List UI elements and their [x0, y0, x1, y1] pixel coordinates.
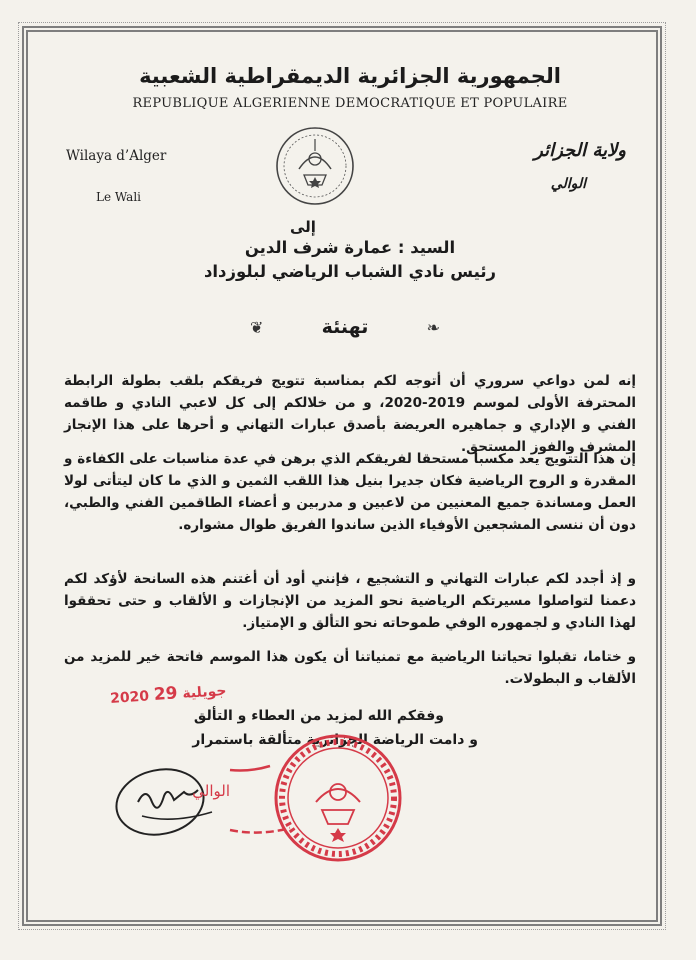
closing-line-1: وفقكم الله لمزيد من العطاء و التألق — [193, 708, 444, 724]
national-emblem-icon — [274, 125, 356, 207]
date-year: 2020 — [109, 688, 150, 708]
addressee-name: السيد : عمارة شرف الدين — [244, 238, 456, 257]
date-day: 29 — [153, 683, 179, 705]
closing-line-2: و دامت الرياضة الجزائرية متألقة باستمرار — [192, 732, 478, 748]
body-paragraph-3: و إذ أجدد لكم عبارات التهاني و التشجيع ، فإنني أود أن أغتنم هذه السانحة لأؤكد لكم دعمنا لتواصلوا مسيرتكم الرياضية نحو المزيد من الإنجازات و الألقاب و حتى تحققوا لهذا النادي و لجمهوره الوفي طموحاته نحو التألق و الإمتياز. — [64, 571, 636, 631]
red-stamp-label: الوالي — [192, 782, 230, 800]
header-french: REPUBLIQUE ALGERIENNE DEMOCRATIQUE ET POPULAIRE — [132, 96, 568, 111]
body-paragraph-1: إنه لمن دواعي سروري أن أتوجه لكم بمناسبة تتويج فريقكم بلقب بطولة الرابطة المحترفة الأولى لموسم 2019-2020، و من خلالكم إلى كل لاعبي النادي و طاقمه الفني و الإداري و جماهيره العريضة بأصدق عبارات التهاني و أحرها على هذا الإنجاز المشرف والفوز المستحق. — [64, 373, 636, 455]
date-month: جويلية — [181, 682, 227, 702]
wilaya-arabic: ولاية الجزائر — [534, 140, 626, 161]
wali-french: Le Wali — [96, 190, 142, 204]
wali-arabic: الوالي — [550, 176, 586, 192]
official-seal-icon — [268, 728, 408, 868]
body-paragraph-2: إن هذا التتويج يعد مكسبا مستحقا لفريقكم الذي برهن في عدة مناسبات على الكفاءة و المقدرة و الروح الرياضية فكان جديرا بنيل هذا اللقب الثمين و الذي ما كان ليتأتى لولا العمل ومساندة جميع المعنيين من لاعبين و مدربين و أعضاء الطاقمين الفني والطبي، دون أن ننسى المشجعين الأوفياء الذين ساندوا الفريق طوال مشواره. — [64, 451, 636, 533]
header-arabic: الجمهورية الجزائرية الديمقراطية الشعبية — [139, 64, 561, 88]
wilaya-french: Wilaya d’Alger — [66, 148, 167, 164]
heading-text: تهنئة — [321, 316, 369, 338]
congratulations-heading — [250, 312, 440, 346]
body-paragraph-4: و ختاما، تقبلوا تحياتنا الرياضية مع تمنياتنا أن يكون هذا الموسم فاتحة خير للمزيد من الألقاب و البطولات. — [64, 649, 636, 687]
ornament-left-icon: ❦ — [250, 318, 264, 337]
addressee-title: رئيس نادي الشباب الرياضي لبلوزداد — [203, 262, 497, 281]
ornament-right-icon: ❧ — [426, 318, 440, 337]
addressee-to: إلى — [290, 218, 316, 236]
